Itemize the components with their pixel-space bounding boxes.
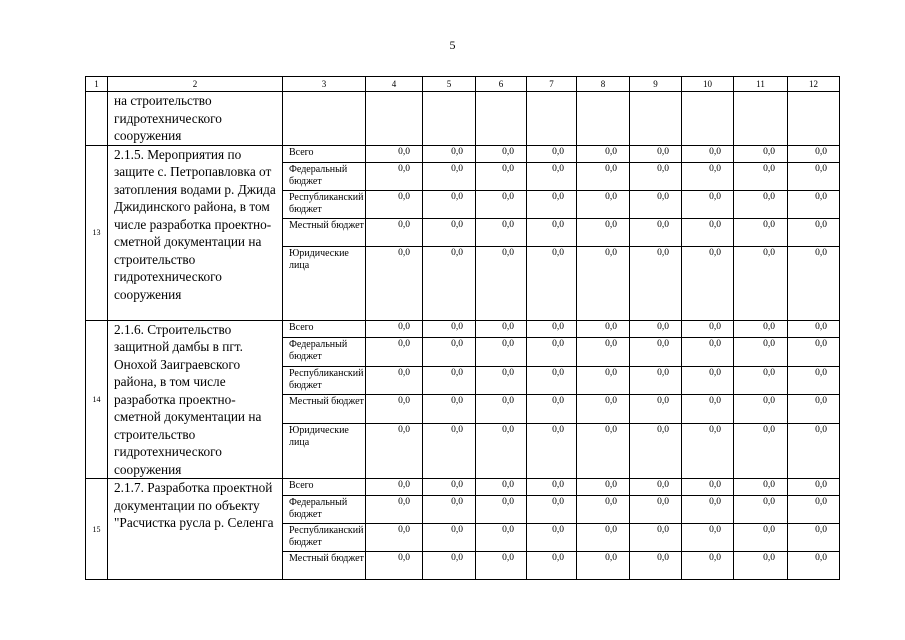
funding-value: 0,0	[577, 246, 630, 320]
measure-description: 2.1.5. Мероприятия по защите с. Петропавловка от затопления водами р. Джида Джидинского района, в том числе разработка проектно-сметной документации на строительство гидротехнического сооружения	[108, 145, 283, 320]
funding-value: 0,0	[788, 190, 840, 218]
funding-value: 0,0	[527, 337, 577, 366]
funding-value: 0,0	[630, 395, 682, 424]
funding-value: 0,0	[366, 190, 423, 218]
funding-value: 0,0	[423, 479, 476, 496]
funding-value: 0,0	[682, 496, 734, 524]
funding-value: 0,0	[734, 320, 788, 337]
funding-value: 0,0	[682, 395, 734, 424]
funding-source: Федеральный бюджет	[283, 162, 366, 190]
index-cell	[86, 92, 108, 146]
funding-value: 0,0	[423, 496, 476, 524]
funding-value: 0,0	[788, 552, 840, 580]
funding-value: 0,0	[366, 552, 423, 580]
funding-value: 0,0	[682, 366, 734, 395]
header-cell: 10	[682, 77, 734, 92]
funding-value: 0,0	[734, 496, 788, 524]
row-index: 14	[86, 320, 108, 479]
funding-value: 0,0	[527, 423, 577, 478]
funding-value: 0,0	[423, 524, 476, 552]
header-cell: 9	[630, 77, 682, 92]
funding-value: 0,0	[788, 320, 840, 337]
funding-value: 0,0	[682, 479, 734, 496]
funding-value: 0,0	[476, 320, 527, 337]
funding-value: 0,0	[577, 479, 630, 496]
empty-cell	[366, 92, 423, 146]
empty-cell	[423, 92, 476, 146]
funding-value: 0,0	[577, 190, 630, 218]
funding-source: Всего	[283, 320, 366, 337]
funding-value: 0,0	[527, 190, 577, 218]
funding-value: 0,0	[734, 246, 788, 320]
funding-value: 0,0	[423, 395, 476, 424]
funding-value: 0,0	[577, 337, 630, 366]
header-cell: 8	[577, 77, 630, 92]
funding-value: 0,0	[630, 366, 682, 395]
funding-value: 0,0	[423, 190, 476, 218]
funding-value: 0,0	[630, 423, 682, 478]
funding-value: 0,0	[476, 552, 527, 580]
row-index: 15	[86, 479, 108, 580]
funding-value: 0,0	[423, 145, 476, 162]
funding-value: 0,0	[476, 423, 527, 478]
funding-value: 0,0	[630, 218, 682, 246]
funding-source: Всего	[283, 479, 366, 496]
funding-value: 0,0	[682, 246, 734, 320]
funding-source: Федеральный бюджет	[283, 496, 366, 524]
funding-source: Юридические лица	[283, 423, 366, 478]
funding-value: 0,0	[366, 246, 423, 320]
funding-value: 0,0	[788, 145, 840, 162]
funding-source: Местный бюджет	[283, 395, 366, 424]
funding-value: 0,0	[734, 524, 788, 552]
empty-cell	[788, 92, 840, 146]
funding-value: 0,0	[366, 162, 423, 190]
funding-value: 0,0	[423, 218, 476, 246]
funding-value: 0,0	[423, 552, 476, 580]
header-cell: 7	[527, 77, 577, 92]
funding-value: 0,0	[577, 145, 630, 162]
header-cell: 6	[476, 77, 527, 92]
funding-value: 0,0	[366, 524, 423, 552]
funding-value: 0,0	[577, 524, 630, 552]
funding-source: Федеральный бюджет	[283, 337, 366, 366]
funding-value: 0,0	[423, 337, 476, 366]
funding-value: 0,0	[423, 320, 476, 337]
funding-value: 0,0	[577, 218, 630, 246]
measure-description: 2.1.7. Разработка проектной документации по объекту "Расчистка русла р. Селенга	[108, 479, 283, 580]
empty-cell	[630, 92, 682, 146]
funding-value: 0,0	[366, 366, 423, 395]
funding-value: 0,0	[682, 552, 734, 580]
funding-row	[86, 320, 840, 337]
funding-value: 0,0	[734, 190, 788, 218]
funding-source: Юридические лица	[283, 246, 366, 320]
header-cell: 11	[734, 77, 788, 92]
empty-cell	[734, 92, 788, 146]
funding-value: 0,0	[682, 218, 734, 246]
funding-source: Местный бюджет	[283, 218, 366, 246]
funding-value: 0,0	[734, 145, 788, 162]
funding-row	[86, 145, 840, 162]
funding-value: 0,0	[682, 145, 734, 162]
funding-value: 0,0	[788, 162, 840, 190]
funding-value: 0,0	[630, 337, 682, 366]
funding-value: 0,0	[577, 552, 630, 580]
funding-value: 0,0	[527, 479, 577, 496]
empty-cell	[527, 92, 577, 146]
funding-value: 0,0	[630, 496, 682, 524]
funding-value: 0,0	[630, 524, 682, 552]
funding-value: 0,0	[734, 552, 788, 580]
funding-source: Всего	[283, 145, 366, 162]
funding-value: 0,0	[682, 190, 734, 218]
funding-value: 0,0	[734, 366, 788, 395]
empty-cell	[682, 92, 734, 146]
funding-value: 0,0	[527, 395, 577, 424]
funding-value: 0,0	[577, 395, 630, 424]
funding-value: 0,0	[734, 162, 788, 190]
funding-value: 0,0	[527, 218, 577, 246]
page-number: 5	[449, 38, 456, 52]
funding-value: 0,0	[788, 366, 840, 395]
funding-value: 0,0	[476, 479, 527, 496]
funding-value: 0,0	[788, 218, 840, 246]
funding-value: 0,0	[577, 496, 630, 524]
header-cell: 4	[366, 77, 423, 92]
funding-value: 0,0	[476, 395, 527, 424]
funding-value: 0,0	[476, 366, 527, 395]
funding-value: 0,0	[682, 162, 734, 190]
funding-source: Республиканский бюджет	[283, 366, 366, 395]
funding-value: 0,0	[577, 366, 630, 395]
funding-value: 0,0	[423, 162, 476, 190]
empty-cell	[283, 92, 366, 146]
funding-value: 0,0	[527, 162, 577, 190]
header-row	[86, 77, 840, 92]
funding-table	[85, 76, 840, 580]
continuation-row	[86, 92, 840, 146]
funding-value: 0,0	[630, 190, 682, 218]
funding-value: 0,0	[476, 218, 527, 246]
funding-value: 0,0	[630, 552, 682, 580]
funding-value: 0,0	[476, 162, 527, 190]
header-cell: 12	[788, 77, 840, 92]
funding-value: 0,0	[476, 246, 527, 320]
funding-value: 0,0	[527, 320, 577, 337]
header-cell: 2	[108, 77, 283, 92]
funding-value: 0,0	[734, 423, 788, 478]
empty-cell	[476, 92, 527, 146]
funding-value: 0,0	[682, 423, 734, 478]
funding-value: 0,0	[788, 479, 840, 496]
funding-value: 0,0	[682, 524, 734, 552]
funding-value: 0,0	[788, 423, 840, 478]
funding-value: 0,0	[423, 246, 476, 320]
funding-source: Республиканский бюджет	[283, 190, 366, 218]
header-cell: 5	[423, 77, 476, 92]
funding-value: 0,0	[366, 320, 423, 337]
funding-value: 0,0	[788, 395, 840, 424]
funding-value: 0,0	[788, 496, 840, 524]
funding-value: 0,0	[630, 479, 682, 496]
header-cell: 3	[283, 77, 366, 92]
funding-value: 0,0	[527, 552, 577, 580]
funding-value: 0,0	[366, 395, 423, 424]
funding-source: Местный бюджет	[283, 552, 366, 580]
funding-value: 0,0	[788, 337, 840, 366]
funding-value: 0,0	[630, 145, 682, 162]
funding-value: 0,0	[734, 395, 788, 424]
funding-value: 0,0	[527, 366, 577, 395]
funding-value: 0,0	[366, 496, 423, 524]
funding-value: 0,0	[682, 337, 734, 366]
funding-value: 0,0	[366, 337, 423, 366]
funding-value: 0,0	[788, 524, 840, 552]
measure-description: 2.1.6. Строительство защитной дамбы в пгт. Онохой Заиграевского района, в том числе разработка проектно-сметной документации на строительство гидротехнического сооружения	[108, 320, 283, 479]
funding-value: 0,0	[527, 496, 577, 524]
funding-value: 0,0	[476, 524, 527, 552]
row-index: 13	[86, 145, 108, 320]
funding-value: 0,0	[476, 496, 527, 524]
funding-value: 0,0	[630, 246, 682, 320]
continuation-description: на строительство гидротехнического сооружения	[108, 92, 283, 146]
funding-value: 0,0	[366, 145, 423, 162]
funding-value: 0,0	[366, 423, 423, 478]
empty-cell	[577, 92, 630, 146]
header-cell: 1	[86, 77, 108, 92]
funding-value: 0,0	[577, 320, 630, 337]
funding-value: 0,0	[734, 479, 788, 496]
funding-value: 0,0	[423, 423, 476, 478]
funding-value: 0,0	[734, 218, 788, 246]
funding-source: Республиканский бюджет	[283, 524, 366, 552]
funding-row	[86, 479, 840, 496]
funding-value: 0,0	[366, 218, 423, 246]
funding-value: 0,0	[476, 337, 527, 366]
funding-value: 0,0	[366, 479, 423, 496]
funding-value: 0,0	[577, 162, 630, 190]
funding-value: 0,0	[527, 524, 577, 552]
funding-value: 0,0	[788, 246, 840, 320]
funding-value: 0,0	[476, 145, 527, 162]
funding-value: 0,0	[630, 162, 682, 190]
funding-value: 0,0	[577, 423, 630, 478]
funding-value: 0,0	[734, 337, 788, 366]
funding-value: 0,0	[682, 320, 734, 337]
funding-value: 0,0	[423, 366, 476, 395]
funding-value: 0,0	[630, 320, 682, 337]
funding-value: 0,0	[527, 246, 577, 320]
funding-value: 0,0	[476, 190, 527, 218]
funding-value: 0,0	[527, 145, 577, 162]
